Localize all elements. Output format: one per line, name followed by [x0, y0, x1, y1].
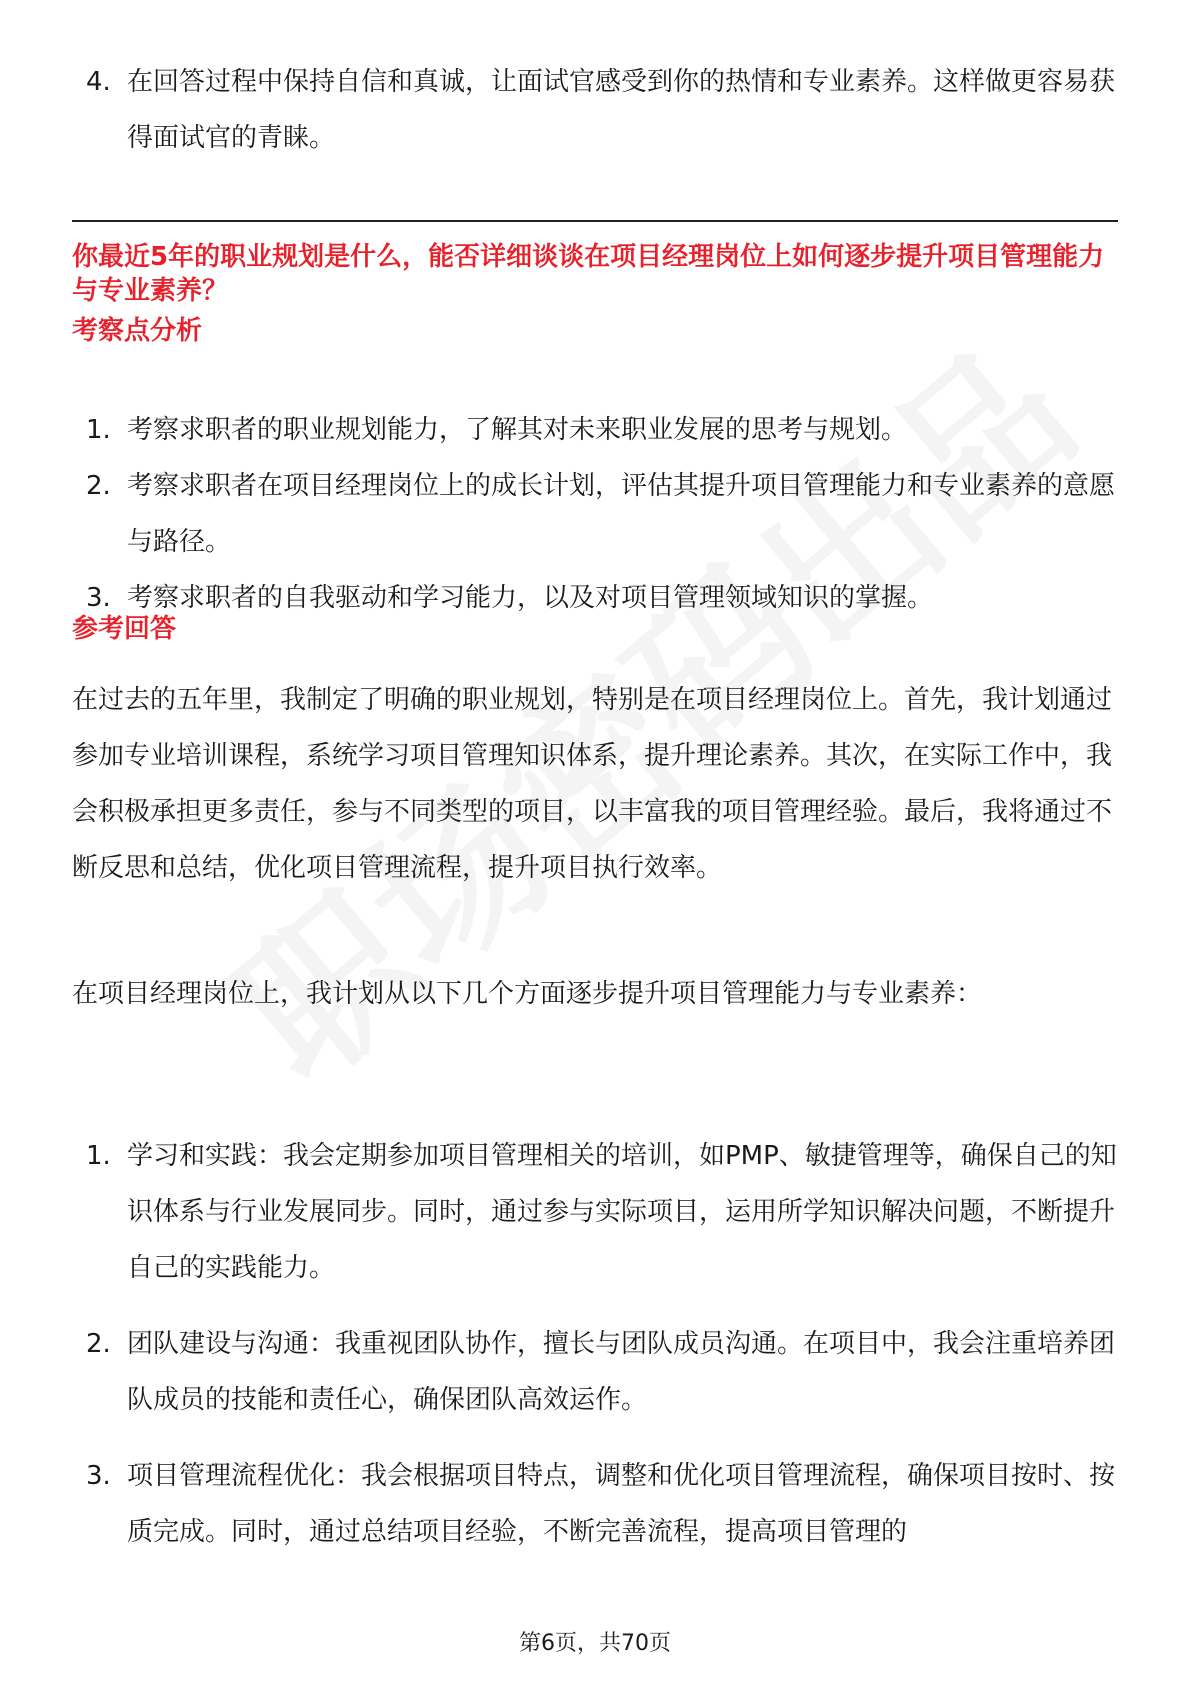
top-list: [72, 54, 1118, 166]
list-item: [72, 402, 1118, 458]
analysis-list: [72, 402, 1118, 626]
answer-paragraph: 在项目经理岗位上，我计划从以下几个方面逐步提升项目管理能力与专业素养：: [72, 979, 983, 1009]
list-text: 团队建设与沟通：我重视团队协作，擅长与团队成员沟通。在项目中，我会注重培养团队成员的技能和责任心，确保团队高效运作。: [127, 1329, 1116, 1415]
list-item: [72, 1128, 1118, 1296]
list-item: [72, 1448, 1118, 1560]
list-text: 在回答过程中保持自信和真诚，让面试官感受到你的热情和专业素养。这样做更容易获得面试官的青睐。: [127, 67, 1116, 153]
section-divider: [72, 220, 1118, 222]
answer-paragraph: 在过去的五年里，我制定了明确的职业规划，特别是在项目经理岗位上。首先，我计划通过参加专业培训课程，系统学习项目管理知识体系，提升理论素养。其次，在实际工作中，我会积极承担更多责任，参与不同类型的项目，以丰富我的项目管理经验。最后，我将通过不断反思和总结，优化项目管理流程，提升项目执行效率。: [72, 685, 1113, 883]
list-item: [72, 1316, 1118, 1428]
answer-list: [72, 1128, 1118, 1580]
list-text: 考察求职者的职业规划能力，了解其对未来职业发展的思考与规划。: [127, 415, 908, 445]
list-text: 学习和实践：我会定期参加项目管理相关的培训，如PMP、敏捷管理等，确保自己的知识体系与行业发展同步。同时，通过参与实际项目，运用所学知识解决问题，不断提升自己的实践能力。: [127, 1141, 1117, 1283]
list-item: [72, 458, 1118, 570]
list-item: [72, 54, 1118, 166]
list-number: 3.: [86, 583, 111, 613]
list-text: 考察求职者在项目经理岗位上的成长计划，评估其提升项目管理能力和专业素养的意愿与路径。: [127, 471, 1116, 557]
list-text: 项目管理流程优化：我会根据项目特点，调整和优化项目管理流程，确保项目按时、按质完成。同时，通过总结项目经验，不断完善流程，提高项目管理的: [127, 1461, 1116, 1547]
question-heading: 你最近5年的职业规划是什么，能否详细谈谈在项目经理岗位上如何逐步提升项目管理能力与专业素养？: [72, 242, 1105, 306]
answer-heading: 参考回答: [72, 614, 177, 644]
list-number: 4.: [86, 67, 111, 97]
list-number: 3.: [86, 1461, 111, 1491]
list-number: 1.: [86, 1141, 111, 1171]
list-number: 2.: [86, 1329, 111, 1359]
list-text: 考察求职者的自我驱动和学习能力，以及对项目管理领域知识的掌握。: [127, 583, 934, 613]
list-item: [72, 570, 1118, 626]
analysis-heading: 考察点分析: [72, 316, 203, 346]
list-number: 1.: [86, 415, 111, 445]
list-number: 2.: [86, 471, 111, 501]
page-number: 第6页，共70页: [519, 1631, 671, 1656]
